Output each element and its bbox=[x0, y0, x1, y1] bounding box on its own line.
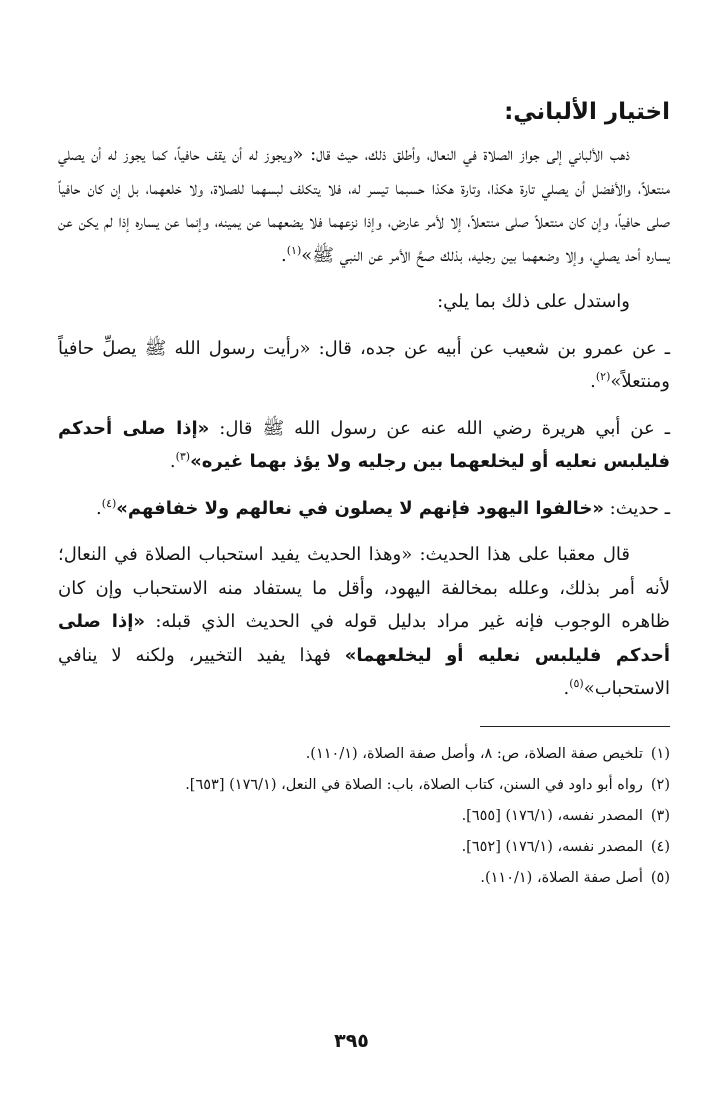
section-heading: اختيار الألباني: bbox=[504, 99, 670, 125]
comment-paragraph: قال معقبا على هذا الحديث: «وهذا الحديث يفيد استحباب الصلاة في النعال؛ لأنه أمر بذلك، وعلله بمخالفة اليهود، وأقل ما يستفاد منه الاستحباب وإن كان ظاهره الوجوب فإنه غير مراد بدليل قوله في الحديث الذي قبله: «إذا صلى أحدكم فليلبس نعليه أو ليخلعهما» فهذا يفيد التخيير، ولكنه لا ينافي الاستحباب»$^{(٥)}$. bbox=[58, 544, 670, 699]
comment-text-2: فهذا يفيد التخيير، ولكنه لا ينافي الاستحباب» bbox=[58, 644, 670, 699]
intro-text: ذهب الألباني إلى جواز الصلاة في النعال، وأطلق ذلك، حيث قال: «ويجوز له أن يقف حافياً، كما يجوز له أن يصلي منتعلاً، والأفضل أن يصلي تارة هكذا، وتارة هكذا حسبما تيسر له، فلا يتكلف لبسهما للصلاة، ولا خلعهما، بل إن كان حافياً صلى حافياً، وإن كان منتعلاً صلى منتعلاً، إلا لأمر عارض، وإذا نزعهما فلا يضعهما عن يمينه، وإنما عن يساره إذا لم يكن عن يساره أحد يصلي، وإلا وضعهما بين رجليه، بذلك صحَّ الأمر عن النبي ﷺ» bbox=[58, 144, 670, 266]
footnote-4 bbox=[58, 832, 670, 863]
footnote-number: (٥) bbox=[650, 869, 670, 886]
footnote-3 bbox=[58, 801, 670, 832]
footnotes bbox=[58, 739, 670, 894]
comment-hadith: «إذا صلى أحدكم فليلبس نعليه أو ليخلعهما» bbox=[58, 611, 670, 666]
footnote-text: المصدر نفسه، (١٧٦/١) [٦٥٢]. bbox=[461, 838, 643, 855]
evidence-1-text: ـ عن عمرو بن شعيب عن أبيه عن جده، قال: «رأيت رسول الله ﷺ يصلِّ حافياً ومنتعلاً» bbox=[58, 337, 670, 392]
footnote-text: تلخيص صفة الصلاة، ص: ٨، وأصل صفة الصلاة، (١١٠/١). bbox=[305, 745, 643, 762]
footnote-ref-1: (١) bbox=[286, 243, 302, 257]
evidence-item-1: ـ عن عمرو بن شعيب عن أبيه عن جده، قال: «رأيت رسول الله ﷺ يصلِّ حافياً ومنتعلاً»$^{(٢)}$. bbox=[58, 337, 670, 392]
footnote-text: المصدر نفسه، (١٧٦/١) [٦٥٥]. bbox=[461, 807, 643, 824]
footnote-2 bbox=[58, 770, 670, 801]
footnote-text: رواه أبو داود في السنن، كتاب الصلاة، باب: الصلاة في النعل، (١٧٦/١) [٦٥٣]. bbox=[185, 776, 643, 793]
footnote-number: (٤) bbox=[650, 838, 670, 855]
footnote-text: أصل صفة الصلاة، (١١٠/١). bbox=[480, 869, 643, 886]
footnote-ref-2: (٢) bbox=[595, 370, 611, 383]
footnote-ref-4: (٤) bbox=[101, 496, 117, 510]
footnote-divider bbox=[480, 726, 670, 727]
footnote-ref-5: (٥) bbox=[569, 677, 584, 690]
intro-paragraph: ذهب الألباني إلى جواز الصلاة في النعال، وأطلق ذلك، حيث قال: «ويجوز له أن يقف حافياً، كما يجوز له أن يصلي منتعلاً، والأفضل أن يصلي تارة هكذا، وتارة هكذا حسبما تيسر له، فلا يتكلف لبسهما للصلاة، ولا خلعهما، بل إن كان حافياً صلى حافياً، وإن كان منتعلاً صلى منتعلاً، إلا لأمر عارض، وإذا نزعهما فلا يضعهما عن يمينه، وإنما عن يساره إذا لم يكن عن يساره أحد يصلي، وإلا وضعهما بين رجليه، بذلك صحَّ الأمر عن النبي ﷺ»$^{(١)}$. bbox=[58, 144, 670, 266]
footnote-ref-3: (٣) bbox=[175, 450, 191, 463]
evidence-item-3: ـ حديث: «خالفوا اليهود فإنهم لا يصلون في نعالهم ولا خفافهم»$^{(٤)}$. bbox=[96, 496, 670, 519]
evidence-intro: واستدل على ذلك بما يلي: bbox=[437, 291, 630, 312]
comment-text-1: قال معقبا على هذا الحديث: «وهذا الحديث يفيد استحباب الصلاة في النعال؛ لأنه أمر بذلك، وعلله بمخالفة اليهود، وأقل ما يستفاد منه الاستحباب وإن كان ظاهره الوجوب فإنه غير مراد بدليل قوله في الحديث الذي قبله: bbox=[58, 544, 670, 632]
footnote-number: (٣) bbox=[650, 807, 670, 824]
page-body bbox=[58, 92, 670, 894]
footnote-5 bbox=[58, 863, 670, 894]
footnote-number: (١) bbox=[650, 745, 670, 762]
footnote-number: (٢) bbox=[650, 776, 670, 793]
evidence-3-lead: ـ حديث: bbox=[603, 497, 670, 519]
page-number: ٣٩٥ bbox=[334, 1030, 369, 1052]
footnote-1 bbox=[58, 739, 670, 770]
evidence-2-hadith: «إذا صلى أحدكم فليلبس نعليه أو ليخلعهما بين رجليه ولا يؤذ بهما غيره» bbox=[58, 417, 670, 472]
evidence-3-hadith: «خالفوا اليهود فإنهم لا يصلون في نعالهم ولا خفافهم» bbox=[116, 497, 604, 519]
evidence-item-2: ـ عن أبي هريرة رضي الله عنه عن رسول الله ﷺ قال: «إذا صلى أحدكم فليلبس نعليه أو ليخلعهما بين رجليه ولا يؤذ بهما غيره»$^{(٣)}$. bbox=[58, 417, 670, 472]
evidence-2-lead: ـ عن أبي هريرة رضي الله عنه عن رسول الله ﷺ قال: bbox=[209, 417, 670, 439]
